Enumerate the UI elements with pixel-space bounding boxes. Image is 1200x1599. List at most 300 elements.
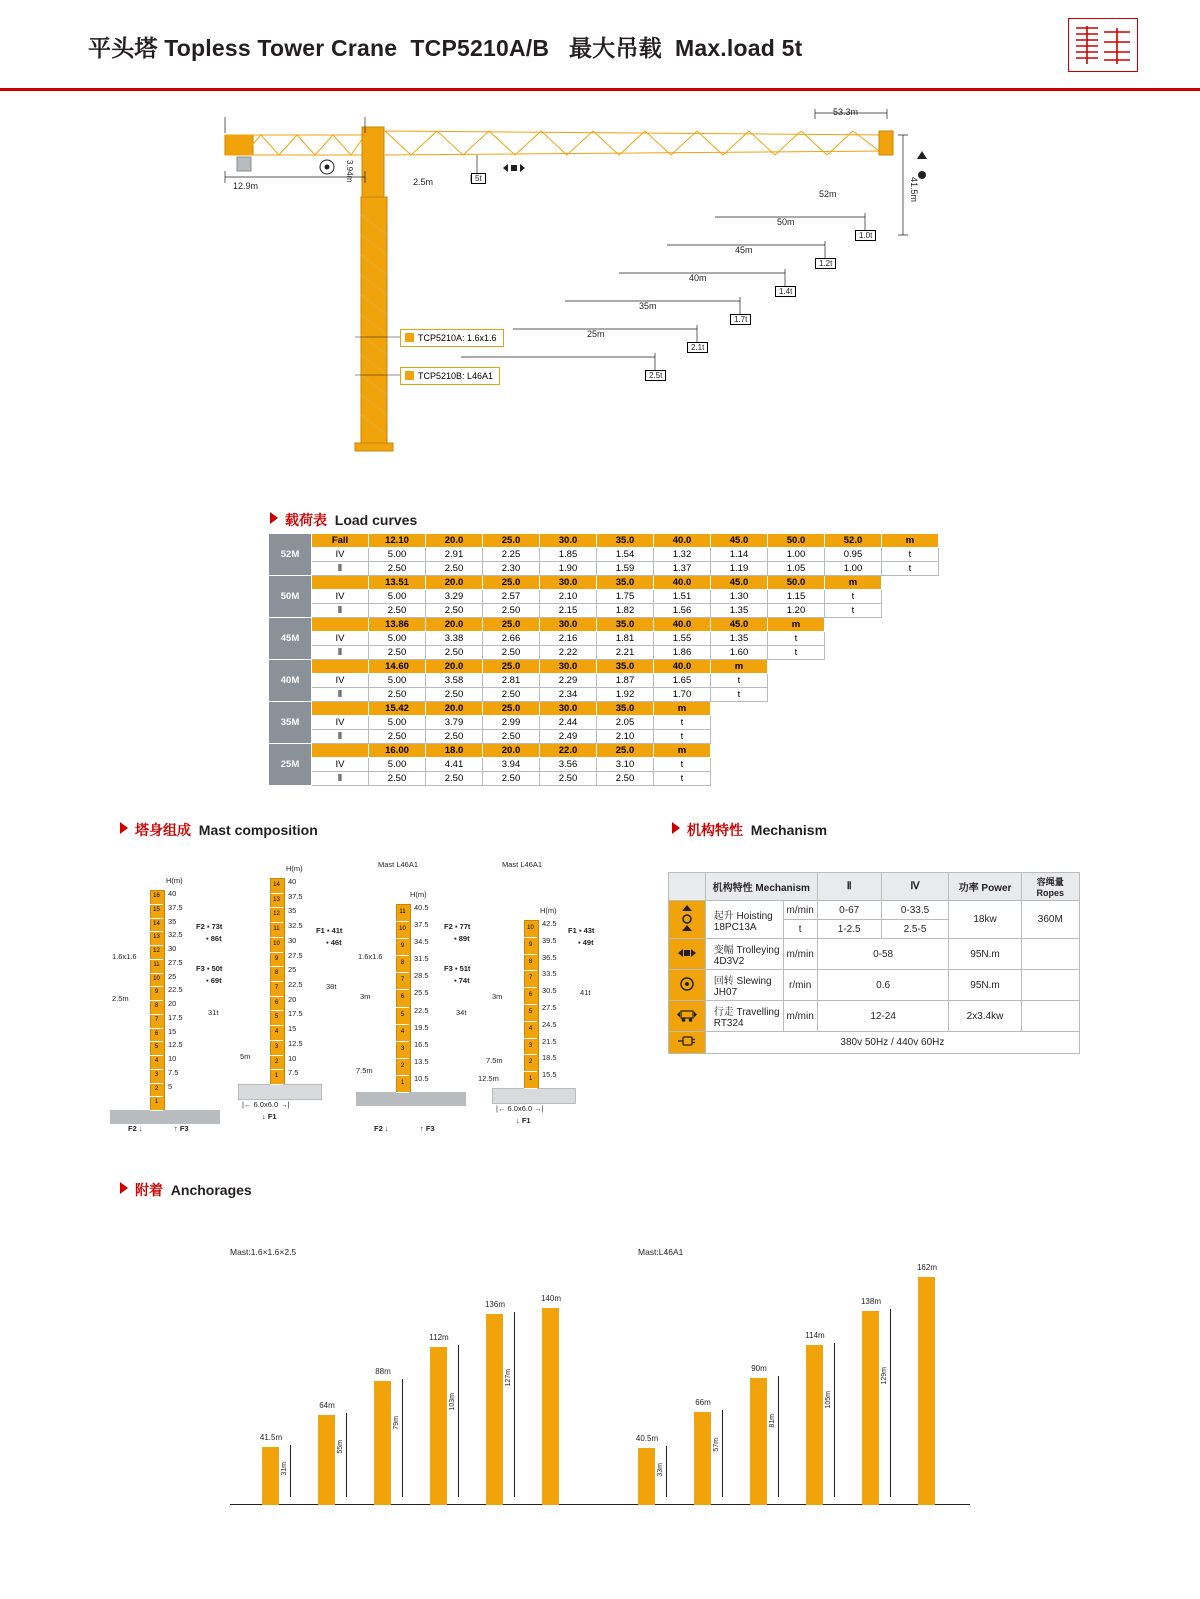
load-table-unit-t: t	[711, 688, 768, 702]
mast-section-index: 9	[270, 952, 283, 968]
mast-section-index: 6	[270, 996, 283, 1012]
trolleying-unit: m/min	[783, 939, 817, 970]
load-table-empty	[711, 772, 768, 786]
mast-section-index: 5	[270, 1010, 283, 1026]
load-table-unit-t: t	[654, 758, 711, 772]
hoisting-power: 18kw	[949, 901, 1021, 939]
load-table-empty	[882, 688, 939, 702]
load-table-unit-t: t	[825, 590, 882, 604]
mast-height-label: 7.5	[168, 1067, 179, 1077]
load-table-empty	[882, 590, 939, 604]
mast-section-index: 3	[396, 1041, 409, 1059]
load-table-value: 2.30	[483, 562, 540, 576]
load-table-radius: 30.0	[540, 702, 597, 716]
load-table-value: 1.00	[825, 562, 882, 576]
load-table-value: 1.86	[654, 646, 711, 660]
load-table-radius: 35.0	[597, 660, 654, 674]
mast-type-a-label: TCP5210A: 1.6x1.6	[400, 329, 504, 347]
mast3-section-label: 1.6x1.6	[358, 952, 383, 961]
load-table-value: 1.54	[597, 548, 654, 562]
mast-height-label: 40	[288, 877, 297, 886]
mast2-base-block	[238, 1084, 322, 1100]
load-table-empty	[768, 716, 825, 730]
mast-height-label: 13.5	[414, 1056, 429, 1066]
mast-height-label: 35	[288, 906, 297, 916]
anchorage-bar-g1	[374, 1381, 391, 1505]
load-table-radius-row	[269, 576, 939, 590]
load-table-empty	[825, 716, 882, 730]
mast-height-label: 22.5	[288, 980, 303, 989]
anchorage-dim-line	[890, 1309, 891, 1497]
load-label-50: 1.2t	[815, 258, 836, 269]
load-label-35: 2.1t	[687, 342, 708, 353]
crane-elevation-drawing	[215, 105, 975, 495]
mast-section-index: 5	[524, 1004, 537, 1022]
mast-section-index: 12	[150, 945, 163, 960]
tengda-logo	[1068, 18, 1138, 72]
mast-height-label: 20	[168, 999, 177, 1008]
mast-height-label: 30.5	[542, 986, 557, 996]
load-table-empty	[882, 604, 939, 618]
load-table-radius: 25.0	[483, 618, 540, 632]
load-table-fall: Ⅱ	[312, 772, 369, 786]
mast-section-index: 13	[270, 893, 283, 909]
load-table-fall: IV	[312, 590, 369, 604]
jib-length-label: 53.3m	[833, 107, 859, 117]
load-table-value: 1.05	[768, 562, 825, 576]
load-table-empty	[825, 632, 882, 646]
mast-height-label: 21.5	[542, 1036, 557, 1046]
mast-height-label: 7.5	[288, 1068, 299, 1078]
triangle-icon	[270, 512, 278, 524]
load-table-fall: IV	[312, 674, 369, 688]
load-table-fall: Ⅱ	[312, 604, 369, 618]
load-table-value: 2.21	[597, 646, 654, 660]
load-table-fall-header	[312, 660, 369, 674]
load-table-value: 2.50	[483, 646, 540, 660]
load-table-value: 2.50	[426, 772, 483, 786]
load-table-empty	[825, 674, 882, 688]
load-table-value: 2.99	[483, 716, 540, 730]
load-table-radius: 50.0	[768, 576, 825, 590]
anchorage-spacing-label: 105m	[825, 1390, 832, 1409]
load-table-unit-m: m	[825, 576, 882, 590]
mast-height-label: 20	[288, 994, 297, 1004]
mast-section-index: 4	[396, 1024, 409, 1042]
trolleying-icon	[669, 939, 706, 970]
anchorage-chart	[230, 1247, 970, 1505]
load-table-radius: 30.0	[540, 576, 597, 590]
load-table-radius-row	[269, 702, 939, 716]
mast1-f3b-label: ▪ 69t	[206, 976, 222, 985]
anchorage-bar-g1	[262, 1447, 279, 1505]
load-table-value: 3.56	[540, 758, 597, 772]
mast-section-index: 5	[150, 1041, 163, 1056]
load-table-radius: 20.0	[426, 534, 483, 548]
load-table-value: 5.00	[369, 716, 426, 730]
load-table-empty	[825, 688, 882, 702]
mechanism-row-hoisting	[669, 901, 1080, 920]
load-table-radius: 35.0	[597, 576, 654, 590]
load-table-value: 1.30	[711, 590, 768, 604]
mast3-embed-label: 7.5m	[356, 1066, 373, 1075]
mast3-f2-foot: F2 ↓	[374, 1124, 389, 1133]
mast-section-index: 12	[270, 907, 283, 923]
load-table-value: 2.50	[483, 604, 540, 618]
load-table-radius: 22.0	[540, 744, 597, 758]
anchorage-height-label: 41.5m	[259, 1432, 283, 1442]
anchorage-spacing-label: 79m	[393, 1416, 400, 1430]
load-table-value: 2.49	[540, 730, 597, 744]
anchorage-spacing-label: 129m	[881, 1367, 888, 1385]
mast3-weight-label: 34t	[456, 1008, 467, 1017]
anchorage-dim-line	[722, 1410, 723, 1497]
load-table-empty	[711, 744, 768, 758]
load-table-empty	[711, 758, 768, 772]
mast3-f2b-label: ▪ 89t	[454, 934, 470, 943]
load-table-radius-row	[269, 534, 939, 548]
load-table-empty	[768, 674, 825, 688]
mast-height-label: 18.5	[542, 1053, 557, 1063]
load-table-value: 2.66	[483, 632, 540, 646]
mast-section-index: 10	[396, 921, 409, 939]
load-table-row	[269, 730, 939, 744]
hoisting-ropes: 360M	[1021, 901, 1079, 939]
load-table-empty	[825, 730, 882, 744]
mast1-weight-label: 31t	[208, 1008, 219, 1017]
load-table-value: 5.00	[369, 632, 426, 646]
load-table-value: 1.14	[711, 548, 768, 562]
load-table-empty	[882, 576, 939, 590]
load-table-unit-t: t	[825, 604, 882, 618]
mast-section-index: 7	[524, 970, 537, 988]
travelling-name: 行走 Travelling RT324	[705, 1001, 783, 1032]
mast-height-label: 25.5	[414, 988, 429, 998]
anchorage-bar-g1	[318, 1415, 335, 1505]
load-table-row	[269, 758, 939, 772]
load-table-value: 3.58	[426, 674, 483, 688]
anchorage-dim-line	[666, 1446, 667, 1497]
load-table-value: 5.00	[369, 674, 426, 688]
load-table-row	[269, 562, 939, 576]
load-table-value: 1.51	[654, 590, 711, 604]
hoisting-ii-load: 1-2.5	[817, 920, 881, 939]
mast4-type-label: Mast L46A1	[502, 860, 543, 869]
slewing-power: 95N.m	[949, 970, 1021, 1001]
load-table-value: 2.22	[540, 646, 597, 660]
load-table-radius: 30.0	[540, 618, 597, 632]
load-table-value: 1.56	[654, 604, 711, 618]
load-table-value: 2.81	[483, 674, 540, 688]
page-title	[88, 30, 802, 63]
load-table-unit-m: m	[654, 702, 711, 716]
load-table-value: 2.50	[597, 772, 654, 786]
mast-section-index: 7	[396, 972, 409, 990]
load-table-jib-length: 35M	[269, 702, 312, 744]
load-table-empty	[825, 702, 882, 716]
load-table-value: 2.29	[540, 674, 597, 688]
mast-section-index: 7	[150, 1014, 163, 1029]
load-table-radius: 14.60	[369, 660, 426, 674]
load-table-value: 2.10	[540, 590, 597, 604]
load-table-value: 3.10	[597, 758, 654, 772]
anchorage-spacing-label: 33m	[657, 1463, 664, 1477]
load-table-radius: 35.0	[597, 702, 654, 716]
hook-load-label: 5t	[471, 173, 486, 184]
mast3-spacing-label: 3m	[360, 992, 371, 1001]
load-table-radius: 50.0	[768, 534, 825, 548]
load-table-value: 1.35	[711, 632, 768, 646]
load-table-row	[269, 548, 939, 562]
load-table-radius-row	[269, 660, 939, 674]
load-table-radius: 13.86	[369, 618, 426, 632]
travelling-power: 2x3.4kw	[949, 1001, 1021, 1032]
triangle-icon	[120, 1182, 128, 1194]
mechanism-row-trolleying	[669, 939, 1080, 970]
anchorage-height-label: 136m	[484, 1299, 505, 1309]
load-table-jib-length: 25M	[269, 744, 312, 786]
mast-section-index: 5	[396, 1007, 409, 1025]
anchorage-height-label: 112m	[429, 1333, 449, 1343]
load-table-radius: 12.10	[369, 534, 426, 548]
anchorage-dim-line	[290, 1445, 291, 1497]
mast2-f1-label: F1 ▪ 41t	[316, 926, 343, 935]
mast-height-label: 34.5	[414, 937, 429, 947]
anchorage-spacing-label: 31m	[281, 1462, 288, 1476]
mast1-section-label: 1.6x1.6	[112, 952, 137, 961]
mast-height-label: 25	[288, 965, 297, 975]
mast2-base-dim: |← 6.0x6.0 →|	[242, 1100, 290, 1109]
anchorage-spacing-label: 55m	[337, 1439, 344, 1454]
mast-height-label: 37.5	[288, 891, 303, 901]
mast-section-index: 9	[150, 986, 163, 1001]
load-table-value: 2.16	[540, 632, 597, 646]
load-table-unit-m: m	[711, 660, 768, 674]
mast-height-label: 15.5	[542, 1070, 557, 1080]
mast-height-label: 42.5	[542, 919, 557, 928]
load-table-row	[269, 604, 939, 618]
mast-height-label: 28.5	[414, 971, 429, 981]
mast-height-label: 16.5	[414, 1039, 429, 1049]
mast-swatch-icon	[405, 333, 414, 342]
mast-height-label: 37.5	[168, 902, 183, 912]
mast4-base-dim: |← 6.0x6.0 →|	[496, 1104, 544, 1113]
mast-height-label: 17.5	[288, 1009, 303, 1019]
load-table-fall: IV	[312, 632, 369, 646]
mechanism-table	[668, 872, 1080, 1054]
load-table-value: 1.90	[540, 562, 597, 576]
mechanism-header-row	[669, 873, 1080, 901]
load-table-value: 1.92	[597, 688, 654, 702]
mechanism-row-power	[669, 1032, 1080, 1054]
load-table-value: 2.50	[369, 562, 426, 576]
hoisting-ii-speed: 0-67	[817, 901, 881, 920]
hoisting-iv-speed: 0-33.5	[881, 901, 949, 920]
load-table-empty	[711, 702, 768, 716]
load-table-value: 2.91	[426, 548, 483, 562]
mast-type-b-label: TCP5210B: L46A1	[400, 367, 500, 385]
section-anchorages: 附着 Anchorages	[120, 1180, 252, 1200]
mast-height-label: 30	[288, 935, 297, 945]
anchorage-bar-g1	[430, 1347, 447, 1505]
load-table-fall: Ⅱ	[312, 688, 369, 702]
load-table-value: 2.05	[597, 716, 654, 730]
slewing-unit: r/min	[783, 970, 817, 1001]
anchorage-dim-line	[514, 1312, 515, 1497]
radius-label-25: 25m	[587, 329, 605, 339]
load-table-fall-header	[312, 576, 369, 590]
load-table-empty	[882, 646, 939, 660]
anchorage-spacing-label: 81m	[769, 1414, 776, 1428]
anchorage-dim-line	[458, 1345, 459, 1497]
load-table-radius: 45.0	[711, 576, 768, 590]
load-table-value: 1.55	[654, 632, 711, 646]
mast4-free-label: 7.5m	[486, 1056, 503, 1065]
load-table-value: 2.50	[369, 688, 426, 702]
mast2-embed-label: 5m	[240, 1052, 251, 1061]
mast-section-index: 3	[270, 1040, 283, 1056]
load-table-jib-length: 50M	[269, 576, 312, 618]
load-table-fall: Ⅱ	[312, 646, 369, 660]
mast-section-index: 11	[396, 904, 409, 922]
load-table-empty	[825, 744, 882, 758]
mast3-f3-label: F3 ▪ 51t	[444, 964, 471, 973]
travelling-unit: m/min	[783, 1001, 817, 1032]
load-table-value: 2.50	[369, 772, 426, 786]
mast-height-label: 39.5	[542, 935, 557, 945]
mast-height-label: 15	[168, 1026, 177, 1036]
mast-section-index: 15	[150, 904, 163, 919]
section-mechanism: 机构特性 Mechanism	[672, 820, 827, 840]
load-table-value: 2.50	[483, 688, 540, 702]
mast-section-index: 10	[270, 937, 283, 953]
anchorage-height-label: 90m	[751, 1364, 767, 1374]
header-rule	[0, 88, 1200, 91]
travelling-speed: 12-24	[817, 1001, 949, 1032]
title-cn: 平头塔	[88, 35, 158, 61]
mast-height-label: 37.5	[414, 920, 429, 930]
load-label-45: 1.4t	[775, 286, 796, 297]
mast-section-index: 10	[524, 920, 537, 938]
load-table-value: 2.50	[483, 772, 540, 786]
load-table-empty	[825, 758, 882, 772]
mast-section-index: 1	[150, 1096, 163, 1111]
load-table-fall-header	[312, 744, 369, 758]
anchorage-dim-line	[402, 1379, 403, 1497]
load-table-value: 1.75	[597, 590, 654, 604]
load-table-empty	[825, 618, 882, 632]
mast4-hm-label: H(m)	[540, 906, 557, 915]
load-table-value: 1.81	[597, 632, 654, 646]
title-model: TCP5210A/B	[410, 35, 550, 61]
load-table-empty	[768, 660, 825, 674]
load-table-unit-m: m	[654, 744, 711, 758]
load-table-unit-t: t	[768, 646, 825, 660]
load-table-radius: 13.51	[369, 576, 426, 590]
load-table-value: 3.79	[426, 716, 483, 730]
anchorage-spacing-label: 57m	[713, 1437, 720, 1452]
mechanism-name-header: 机构特性 Mechanism	[705, 873, 817, 901]
hoisting-unit-speed: m/min	[783, 901, 817, 920]
load-table-row	[269, 632, 939, 646]
load-table-value: 1.85	[540, 548, 597, 562]
mast-section-index: 2	[524, 1054, 537, 1072]
anchorage-height-label: 40.5m	[635, 1434, 659, 1443]
load-table-radius: 25.0	[483, 576, 540, 590]
load-table-radius: 40.0	[654, 660, 711, 674]
anchorage-dim-line	[834, 1343, 835, 1497]
load-table-unit-m: m	[768, 618, 825, 632]
mast-section-index: 2	[150, 1083, 163, 1098]
mast1-f2-label: F2 ▪ 73t	[196, 922, 223, 931]
load-label-25: 2.5t	[645, 370, 666, 381]
load-table-value: 3.38	[426, 632, 483, 646]
mast-section-index: 11	[150, 959, 163, 974]
trolley-min-label: 2.5m	[413, 177, 434, 187]
mast-height-label: 40	[168, 889, 177, 898]
radius-label-45: 45m	[735, 245, 753, 255]
mast-section-index: 9	[396, 938, 409, 956]
mast-section-index: 8	[270, 966, 283, 982]
load-table-unit-t: t	[654, 730, 711, 744]
mechanism-row-slewing	[669, 970, 1080, 1001]
load-table-value: 1.59	[597, 562, 654, 576]
load-table-value: 2.50	[369, 730, 426, 744]
anchorage-bar-g2	[638, 1448, 655, 1505]
trolleying-speed: 0-58	[817, 939, 949, 970]
mast-height-label: 22.5	[168, 985, 183, 995]
triangle-icon	[672, 822, 680, 834]
mast-section-index: 6	[150, 1028, 163, 1043]
mast-section-index: 14	[270, 878, 283, 894]
load-table-row	[269, 646, 939, 660]
load-table-empty	[711, 716, 768, 730]
mast-section-index: 8	[396, 955, 409, 973]
load-table-empty	[882, 674, 939, 688]
load-table-empty	[711, 730, 768, 744]
mast4-spacing-label: 3m	[492, 992, 503, 1001]
mast3-foundation	[356, 1092, 466, 1106]
load-table-radius: 18.0	[426, 744, 483, 758]
load-table-empty	[882, 660, 939, 674]
anchorage-height-label: 88m	[375, 1367, 391, 1377]
section-mast-composition: 塔身组成 Mast composition	[120, 820, 318, 840]
load-table-row	[269, 716, 939, 730]
anchorage-group1-label: Mast:1.6×1.6×2.5	[230, 1247, 297, 1257]
load-table-radius: 40.0	[654, 576, 711, 590]
load-table-value: 4.41	[426, 758, 483, 772]
radius-label-35: 35m	[639, 301, 657, 311]
anchorage-bar-g2	[806, 1345, 823, 1505]
load-table-value: 1.82	[597, 604, 654, 618]
mast-height-label: 12.5	[288, 1038, 303, 1048]
anchorage-bar-g2	[694, 1412, 711, 1505]
load-table-radius-row	[269, 744, 939, 758]
load-table-empty	[882, 772, 939, 786]
slewing-speed: 0.6	[817, 970, 949, 1001]
load-table-value: 1.60	[711, 646, 768, 660]
mast-section-index: 2	[396, 1058, 409, 1076]
mast-height-label: 25	[168, 971, 177, 981]
mast-section-index: 8	[524, 954, 537, 972]
mast3-type-label: Mast L46A1	[378, 860, 419, 869]
hoisting-unit-load: t	[783, 920, 817, 939]
mast-height-label: 19.5	[414, 1022, 429, 1032]
load-table-value: 2.50	[426, 562, 483, 576]
ground-line	[230, 1504, 970, 1505]
load-table-radius: 15.42	[369, 702, 426, 716]
mast-composition-diagrams	[110, 860, 630, 1160]
